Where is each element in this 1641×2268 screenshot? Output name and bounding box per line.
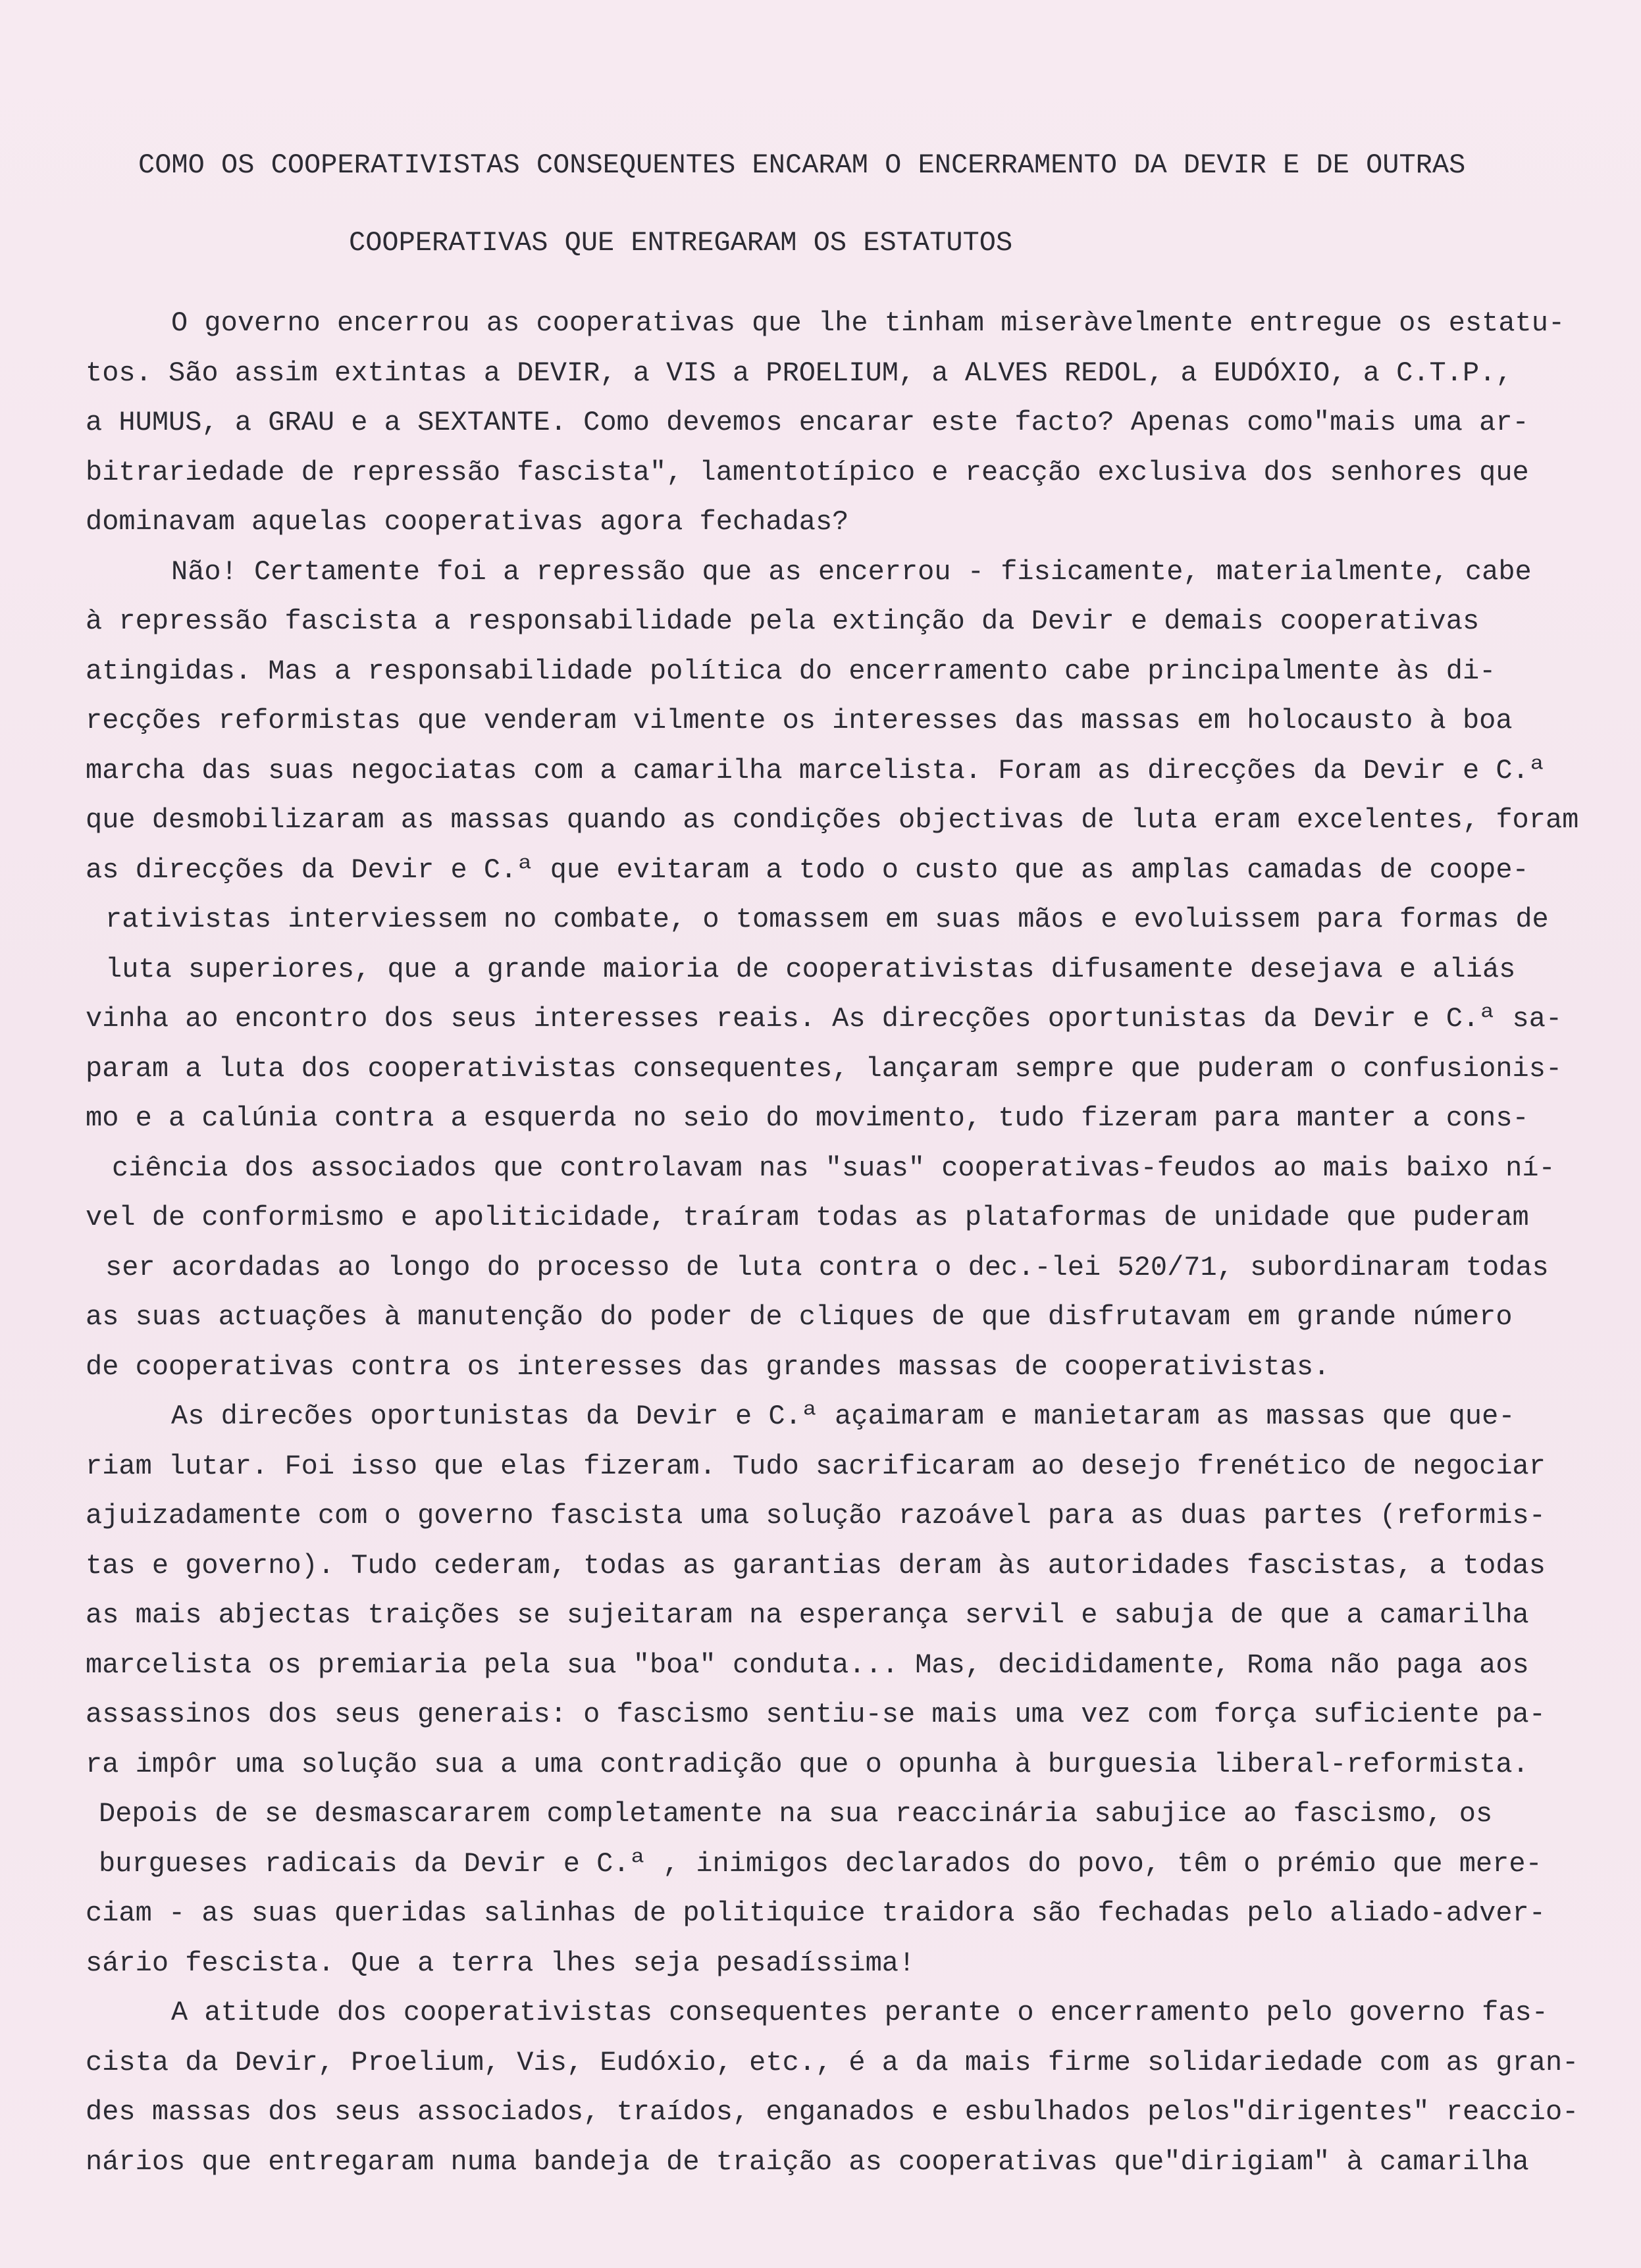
text-line: riam lutar. Foi isso que elas fizeram. Tudo sacrificaram ao desejo frenético de negociar <box>86 1450 1546 1482</box>
text-line: bitrariedade de repressão fascista", lamentotípico e reacção exclusiva dos senhores que <box>86 456 1529 488</box>
text-line: atingidas. Mas a responsabilidade política do encerramento cabe principalmente às di- <box>86 655 1496 687</box>
text-line: assassinos dos seus generais: o fascismo sentiu-se mais uma vez com força suficiente pa- <box>86 1699 1546 1730</box>
text-line: vel de conformismo e apoliticidade, traíram todas as plataformas de unidade que puderam <box>86 1202 1529 1233</box>
text-line: A atitude dos cooperativistas consequentes perante o encerramento pelo governo fas- <box>171 1997 1548 2028</box>
text-line: burgueses radicais da Devir e C.ª , inimigos declarados do povo, têm o prémio que mere- <box>99 1847 1542 1880</box>
text-line: param a luta dos cooperativistas consequentes, lançaram sempre que puderam o confusionis- <box>86 1052 1563 1085</box>
text-line: Depois de se desmascararem completamente na sua reaccinária sabujice ao fascismo, os <box>99 1798 1493 1830</box>
text-line: nários que entregaram numa bandeja de traição as cooperativas que"dirigiam" à camarilha <box>86 2146 1529 2178</box>
text-line: marcelista os premiaria pela sua "boa" conduta... Mas, decididamente, Roma não paga aos <box>86 1649 1529 1681</box>
document-subtitle: COOPERATIVAS QUE ENTREGARAM OS ESTATUTOS <box>349 227 1013 259</box>
text-line: as suas actuações à manutenção do poder de cliques de que disfrutavam em grande número <box>86 1301 1513 1333</box>
document-title: COMO OS COOPERATIVISTAS CONSEQUENTES ENCARAM O ENCERRAMENTO DA DEVIR E DE OUTRAS <box>138 149 1466 181</box>
document-body <box>86 307 1579 2198</box>
text-line: cista da Devir, Proelium, Vis, Eudóxio, etc., é a da mais firme solidariedade com as gran- <box>86 2046 1579 2078</box>
text-line: O governo encerrou as cooperativas que lhe tinham miseràvelmente entregue os estatu- <box>171 307 1565 339</box>
text-line: tas e governo). Tudo cederam, todas as garantias deram às autoridades fascistas, a todas <box>86 1549 1546 1582</box>
text-line: ciência dos associados que controlavam nas "suas" cooperativas-feudos ao mais baixo ní- <box>112 1152 1555 1184</box>
text-line: Não! Certamente foi a repressão que as encerrou - fisicamente, materialmente, cabe <box>171 555 1532 588</box>
text-line: recções reformistas que venderam vilmente os interesses das massas em holocausto à boa <box>86 705 1513 736</box>
text-line: marcha das suas negociatas com a camarilha marcelista. Foram as direcções da Devir e C.ª <box>86 754 1546 786</box>
text-line: mo e a calúnia contra a esquerda no seio do movimento, tudo fizeram para manter a cons- <box>86 1102 1529 1134</box>
text-line: tos. São assim extintas a DEVIR, a VIS a PROELIUM, a ALVES REDOL, a EUDÓXIO, a C.T.P., <box>86 357 1513 389</box>
text-line: de cooperativas contra os interesses das grandes massas de cooperativistas. <box>86 1351 1330 1383</box>
text-line: luta superiores, que a grande maioria de cooperativistas difusamente desejava e aliás <box>105 953 1516 985</box>
text-line: ra impôr uma solução sua a uma contradição que o opunha à burguesia liberal-reformista. <box>86 1748 1529 1780</box>
text-line: sário fescista. Que a terra lhes seja pesadíssima! <box>86 1947 916 1979</box>
text-line: vinha ao encontro dos seus interesses reais. As direcções oportunistas da Devir e C.ª sa- <box>86 1003 1563 1035</box>
text-line: as mais abjectas traições se sujeitaram na esperança servil e sabuja de que a camarilha <box>86 1599 1529 1631</box>
text-line: rativistas interviessem no combate, o tomassem em suas mãos e evoluissem para formas de <box>105 904 1549 935</box>
text-line: à repressão fascista a responsabilidade pela extinção da Devir e demais cooperativas <box>86 606 1480 637</box>
text-line: ser acordadas ao longo do processo de luta contra o dec.-lei 520/71, subordinaram todas <box>105 1251 1549 1283</box>
text-line: que desmobilizaram as massas quando as condições objectivas de luta eram excelentes, foram <box>86 804 1579 836</box>
text-line: as direcções da Devir e C.ª que evitaram a todo o custo que as amplas camadas de coope- <box>86 854 1529 886</box>
text-line: As direcões oportunistas da Devir e C.ª açaimaram e manietaram as massas que que- <box>171 1401 1515 1432</box>
text-line: ciam - as suas queridas salinhas de politiquice traidora são fechadas pelo aliado-adver- <box>86 1897 1546 1929</box>
text-line: ajuizadamente com o governo fascista uma solução razoável para as duas partes (reformis- <box>86 1500 1546 1532</box>
text-line: a HUMUS, a GRAU e a SEXTANTE. Como devemos encarar este facto? Apenas como"mais uma ar- <box>86 407 1529 438</box>
text-line: dominavam aquelas cooperativas agora fechadas? <box>86 506 849 538</box>
text-line: des massas dos seus associados, traídos, enganados e esbulhados pelos"dirigentes" reaccio- <box>86 2096 1579 2128</box>
